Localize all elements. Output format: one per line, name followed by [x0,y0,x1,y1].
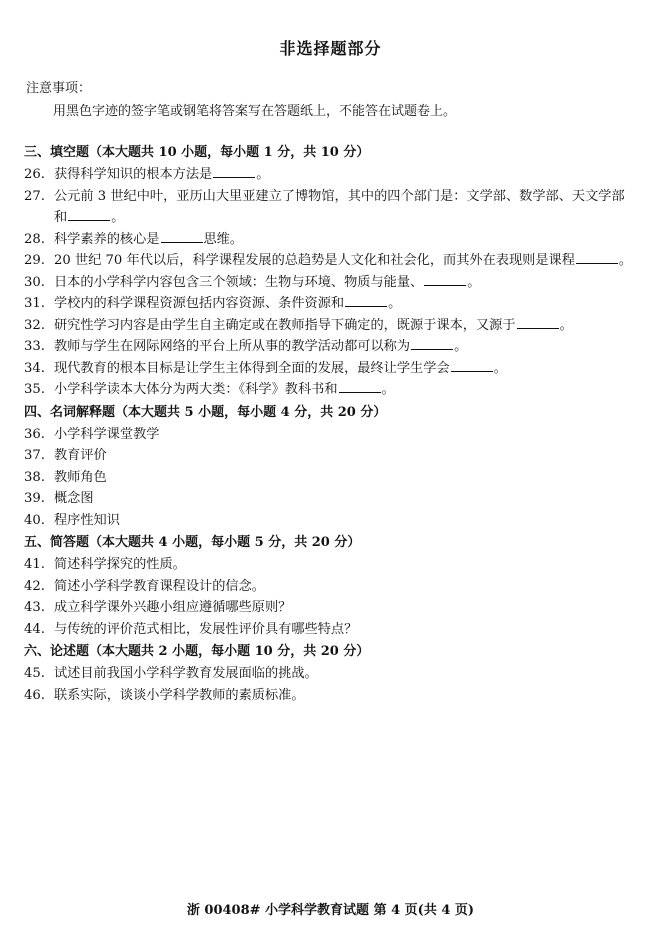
question-number: 26. [24,167,45,182]
question-item [24,685,634,707]
question-text-part: 公元前 3 世纪中叶，亚历山大里亚建立了博物馆，其中的四个部门是：文学部、数学部、天文学部和 [54,188,625,225]
question-text [54,272,634,294]
question-text [54,336,634,358]
question-text [54,445,634,467]
question-text-part: 日本的小学科学内容包含三个领域：生物与环境、物质与能量、 [54,274,424,290]
question-text-part: 教育评价 [54,448,107,463]
question-text-part: 概念图 [54,491,94,506]
question-item [24,186,634,229]
notice-text: 用黑色字迹的签字笔或钢笔将答案写在答题纸上，不能答在试题卷上。 [53,104,457,119]
question-number: 34. [24,360,45,376]
question-item [24,619,634,641]
question-text [54,164,634,186]
question-item [24,293,634,315]
section-heading: 六、论述题（本大题共 2 小题，每小题 10 分，共 20 分） [24,644,370,659]
question-text-part: 。 [388,296,402,311]
question-text-part: 研究性学习内容是由学生自主确定或在教师指导下确定的，既源于课本，又源于 [54,317,516,333]
answer-blank [213,165,255,178]
page-title: 非选择题部分 [279,39,382,58]
question-text-part: 成立科学课外兴趣小组应遵循哪些原则？ [54,600,292,615]
question-text-part: 教师角色 [54,469,107,485]
question-number: 39. [24,491,45,506]
question-item [24,358,634,380]
question-text [54,619,634,641]
question-text-part: 学校内的科学课程资源包括内容资源、条件资源和 [54,296,345,311]
question-number: 40. [24,512,45,528]
question-number: 29. [24,253,45,268]
question-item [24,424,634,446]
answer-blank [411,337,453,350]
notice-label: 注意事项： [26,81,92,96]
question-item [24,272,634,294]
question-item [24,315,634,337]
question-text [54,379,634,401]
question-number: 38. [24,469,45,485]
question-item [24,467,634,489]
question-text [54,358,634,380]
answer-blank [339,380,381,393]
answer-blank [424,273,466,286]
question-text [54,250,634,272]
questions-content [24,141,634,706]
question-item [24,510,634,532]
question-text [54,315,634,337]
question-item [24,229,634,251]
question-item [24,554,634,576]
question-text [54,576,634,598]
section-heading: 四、名词解释题（本大题共 5 小题，每小题 4 分，共 20 分） [24,404,387,420]
question-text-part: 思维。 [203,231,244,247]
question-item [24,488,634,510]
question-text-part: 。 [493,360,507,376]
question-number: 46. [24,687,45,703]
question-number: 41. [24,557,45,572]
question-text-part: 科学素养的核心是 [54,231,160,247]
answer-blank [68,208,110,221]
question-text-part: 试述目前我国小学科学教育发展面临的挑战。 [54,666,318,681]
question-item [24,445,634,467]
answer-blank [345,294,387,307]
question-text [54,229,634,251]
question-text-part: 。 [467,274,481,290]
section-heading: 五、简答题（本大题共 4 小题，每小题 5 分，共 20 分） [24,535,361,550]
question-text-part: 简述科学探究的性质。 [54,557,186,572]
question-text-part: 。 [256,167,270,182]
answer-blank [576,251,618,264]
question-number: 30. [24,274,45,290]
question-number: 36. [24,426,45,442]
question-text-part: 与传统的评价范式相比，发展性评价具有哪些特点？ [54,621,358,637]
question-item [24,576,634,598]
question-text [54,424,634,446]
question-text-part: 教师与学生在网际网络的平台上所从事的教学活动都可以称为 [54,339,411,354]
question-text-part: 小学科学课堂教学 [54,426,160,442]
question-number: 37. [24,448,45,463]
question-text-part: 获得科学知识的根本方法是 [54,167,213,182]
answer-blank [517,316,559,329]
question-number: 45. [24,666,45,681]
question-text-part: 。 [559,317,573,333]
page-footer: 浙 00408# 小学科学教育试题 第 4 页(共 4 页) [186,903,475,918]
question-item [24,164,634,186]
question-item [24,597,634,619]
question-text-part: 20 世纪 70 年代以后，科学课程发展的总趋势是人文化和社会化，而其外在表现则是课程 [54,253,575,268]
question-number: 27. [24,188,45,204]
question-text-part: 。 [454,339,468,354]
question-number: 33. [24,339,45,354]
question-text [54,554,634,576]
question-item [24,379,634,401]
question-number: 35. [24,382,45,397]
question-number: 42. [24,578,45,594]
question-text-part: 。 [618,253,633,268]
question-text [54,293,634,315]
question-text [54,597,634,619]
question-text-part: 联系实际，谈谈小学科学教师的素质标准。 [54,687,305,703]
question-number: 31. [24,296,45,311]
answer-blank [451,359,493,372]
question-number: 44. [24,621,45,637]
question-number: 43. [24,600,45,615]
question-text [54,467,634,489]
section-heading: 三、填空题（本大题共 10 小题，每小题 1 分，共 10 分） [24,145,370,160]
question-text-part: 。 [381,382,395,397]
question-text [54,663,634,685]
question-text [54,488,634,510]
question-item [24,336,634,358]
question-item [24,663,634,685]
question-text-part: 程序性知识 [54,512,120,528]
question-text-part: 小学科学读本大体分为两大类：《科学》教科书和 [54,382,338,397]
question-number: 32. [24,317,45,333]
question-text [54,510,634,532]
question-text-part: 现代教育的根本目标是让学生主体得到全面的发展，最终让学生学会 [54,360,450,376]
question-number: 28. [24,231,45,247]
question-text [54,685,634,707]
question-item [24,250,634,272]
question-text-part: 。 [111,210,125,225]
answer-blank [161,230,203,243]
question-text [54,186,634,229]
question-text-part: 简述小学科学教育课程设计的信念。 [54,578,265,594]
